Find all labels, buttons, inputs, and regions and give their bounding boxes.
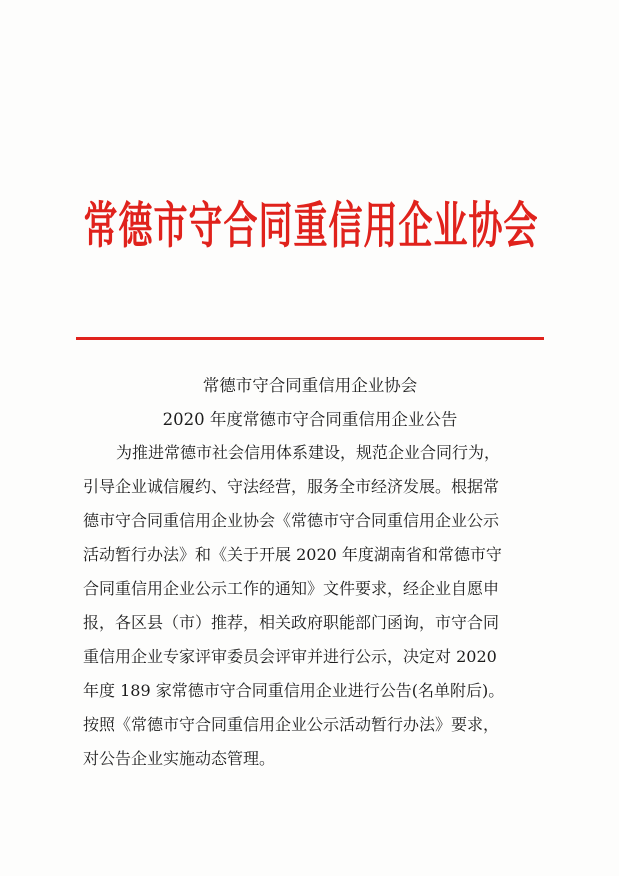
body-line: 合同重信用企业公示工作的通知》文件要求，经企业自愿申 [83, 579, 500, 598]
body-line: 重信用企业专家评审委员会评审并进行公示，决定对 2020 [83, 647, 497, 666]
announcement-title: 2020 年度常德市守合同重信用企业公告 [162, 410, 458, 429]
body-line: 为推进常德市社会信用体系建设，规范企业合同行为， [116, 443, 501, 462]
announcement-issuer: 常德市守合同重信用企业协会 [202, 376, 418, 395]
body-line: 年度 189 家常德市守合同重信用企业进行公告(名单附后)。 [83, 681, 505, 700]
letterhead-red-rule [76, 337, 544, 340]
body-line: 对公告企业实施动态管理。 [83, 749, 276, 768]
body-line: 引导企业诚信履约、守法经营，服务全市经济发展。根据常 [83, 477, 500, 496]
body-line: 活动暂行办法》和《关于开展 2020 年度湖南省和常德市守 [83, 545, 502, 564]
letterhead-organization-name: 常德市守合同重信用企业协会 [83, 197, 539, 256]
body-line: 德市守合同重信用企业协会《常德市守合同重信用企业公示 [83, 511, 500, 530]
body-line: 按照《常德市守合同重信用企业公示活动暂行办法》要求， [83, 715, 500, 734]
letterhead [83, 186, 539, 256]
body-line: 报，各区县（市）推荐，相关政府职能部门函询，市守合同 [83, 613, 500, 632]
